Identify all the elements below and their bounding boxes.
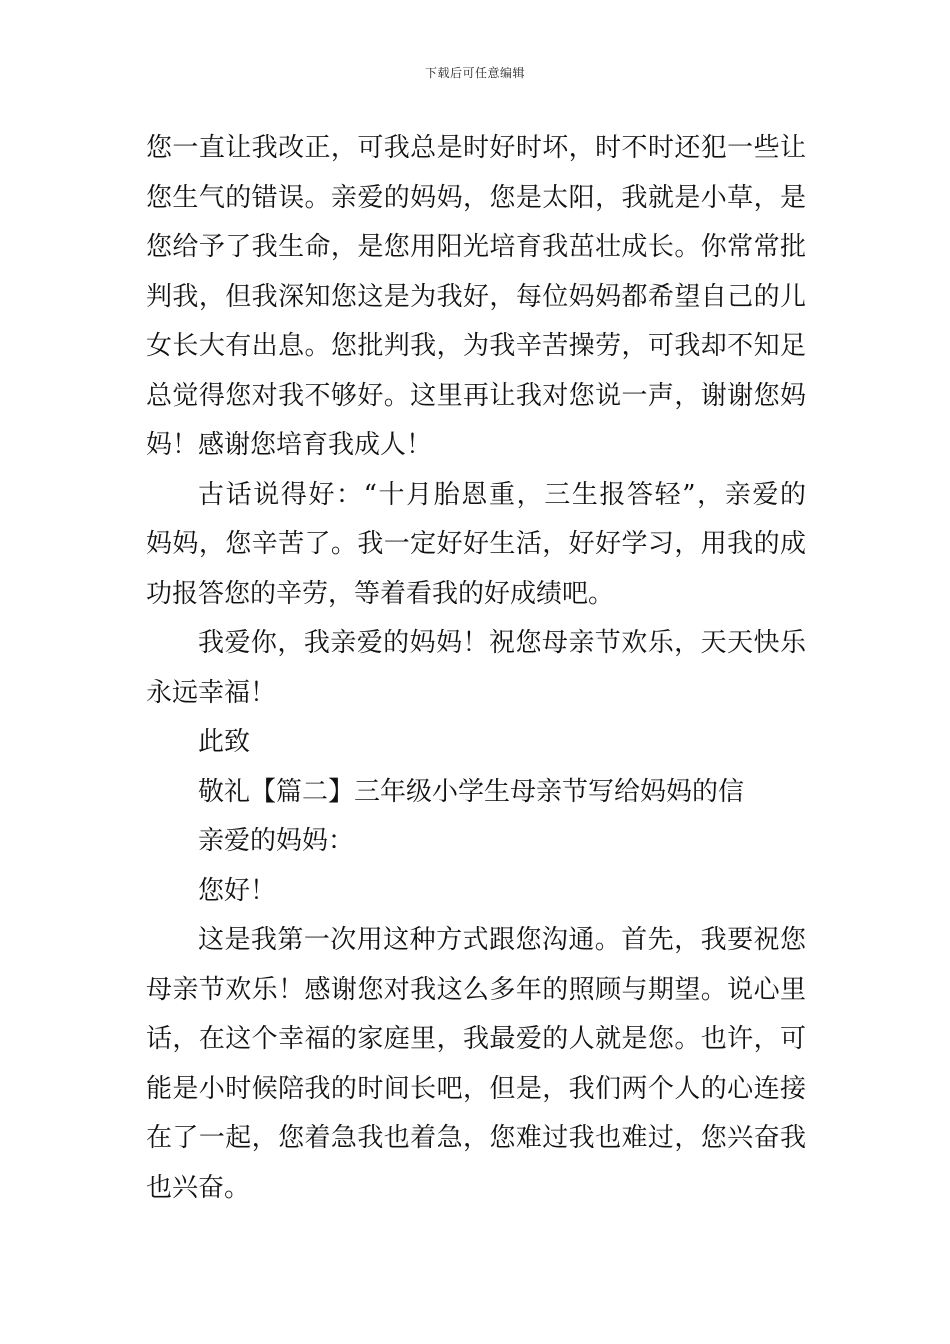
text-line: 在了一起，您着急我也着急，您难过我也难过，您兴奋我: [146, 1123, 806, 1153]
text-line: 您生气的错误。亲爱的妈妈，您是太阳，我就是小草，是: [146, 182, 806, 213]
text-line: 能是小时候陪我的时间长吧，但是，我们两个人的心连接: [146, 1073, 806, 1104]
paragraph-start-line: 这是我第一次用这种方式跟您沟通。首先，我要祝您: [198, 925, 806, 955]
text-line: 总觉得您对我不够好。这里再让我对您说一声，谢谢您妈: [146, 380, 806, 411]
text-line: 母亲节欢乐！感谢您对我这么多年的照顾与期望。说心里: [146, 974, 806, 1005]
paragraph-start-line: 古话说得好：“十月胎恩重，三生报答轻”，亲爱的: [198, 479, 806, 510]
greeting-line: 您好！: [198, 875, 277, 906]
text-line: 您一直让我改正，可我总是时好时坏，时不时还犯一些让: [146, 133, 806, 163]
paragraph-start-line: 我爱你，我亲爱的妈妈！祝您母亲节欢乐，天天快乐: [198, 628, 806, 658]
text-line: 话，在这个幸福的家庭里，我最爱的人就是您。也许，可: [146, 1024, 806, 1054]
text-line: 永远幸福！: [146, 677, 277, 708]
page-header: 下载后可任意编辑: [424, 66, 525, 80]
text-line: 功报答您的辛劳，等着看我的好成绩吧。: [146, 578, 615, 609]
text-line: 妈妈，您辛苦了。我一定好好生活，好好学习，用我的成: [146, 529, 806, 559]
section-heading-line: 敬礼【篇二】三年级小学生母亲节写给妈妈的信: [198, 776, 745, 807]
text-line: 女长大有出息。您批判我，为我辛苦操劳，可我却不知足: [146, 331, 806, 361]
text-line: 妈！感谢您培育我成人！: [146, 430, 433, 460]
closing-line: 此致: [198, 727, 251, 757]
text-line: 判我，但我深知您这是为我好，每位妈妈都希望自己的儿: [146, 281, 806, 312]
text-line: 您给予了我生命，是您用阳光培育我茁壮成长。你常常批: [146, 232, 806, 262]
salutation-line: 亲爱的妈妈：: [198, 826, 355, 856]
text-line: 也兴奋。: [146, 1172, 251, 1203]
document-body: [146, 124, 806, 1213]
